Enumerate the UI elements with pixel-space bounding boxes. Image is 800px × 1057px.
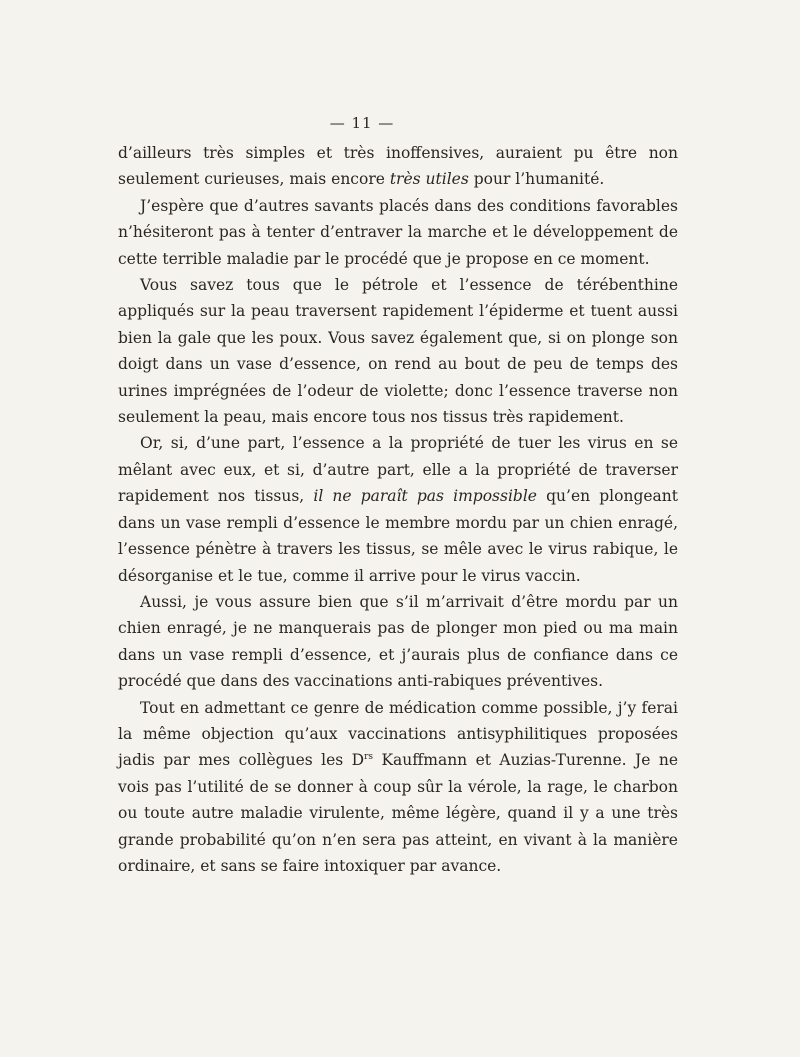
paragraph-6-text-end: Kauffmann et Auzias-Turenne. Je ne vois pas l’utilité de se donner à coup sûr la vérole, la rage, le charbon ou toute autre maladie virulente, même légère, quand il y a une très grande probabilité qu’on n’en sera pas atteint, en vivant à la manière ordinaire, et sans se faire intoxiquer par avance. [118, 751, 678, 875]
paragraph-6-text: Tout en admettant ce genre de médication comme possible, j’y ferai la même objection qu’aux vaccinations antisyphilitiques proposées jadis par mes collègues les D [118, 698, 678, 770]
paragraph-1 [118, 140, 678, 193]
paragraph-4 [118, 430, 678, 588]
paragraph-4-emphasis: il ne paraît pas impossible [313, 487, 537, 506]
paragraph-3: Vous savez tous que le pétrole et l’essence de térébenthine appliqués sur la peau traversent rapidement l’épiderme et tuent aussi bien la gale que les poux. Vous savez également que, si on plonge son doigt dans un vase d’essence, on rend au bout de peu de temps des urines imprégnées de l’odeur de violette; donc l’essence traverse non seulement la peau, mais encore tous nos tissus très rapidement. [118, 276, 678, 427]
paragraph-1-emphasis: très utiles [389, 170, 469, 189]
paragraph-5: Aussi, je vous assure bien que s’il m’arrivait d’être mordu par un chien enragé, je ne manquerais pas de plonger mon pied ou ma main dans un vase rempli d’essence, et j’aurais plus de confiance dans ce procédé que dans des vaccinations anti-rabiques préventives. [118, 592, 678, 691]
page-number: — 11 — [329, 114, 395, 132]
body-text [118, 140, 678, 879]
paragraph-1-text-end: pour l’humanité. [468, 170, 605, 189]
paragraph-6-superscript: rs [364, 752, 374, 763]
paragraph-6 [118, 695, 678, 880]
paragraph-4-text: Or, si, d’une part, l’essence a la propriété de tuer les virus en se mêlant avec eux, et si, d’autre part, elle a la propriété de traverser rapidement nos tissus, [118, 434, 678, 506]
paragraph-1-text: d’ailleurs très simples et très inoffensives, auraient pu être non seulement curieuses, mais encore [118, 144, 678, 189]
paragraph-4-text-end: qu’en plongeant dans un vase rempli d’essence le membre mordu par un chien enragé, l’essence pénètre à travers les tissus, se mêle avec le virus rabique, le désorganise et le tue, comme il arrive pour le virus vaccin. [118, 487, 678, 585]
paragraph-2: J’espère que d’autres savants placés dans des conditions favorables n’hésiteront pas à tenter d’entraver la marche et le développement de cette terrible maladie par le procédé que je propose en ce moment. [118, 196, 678, 268]
